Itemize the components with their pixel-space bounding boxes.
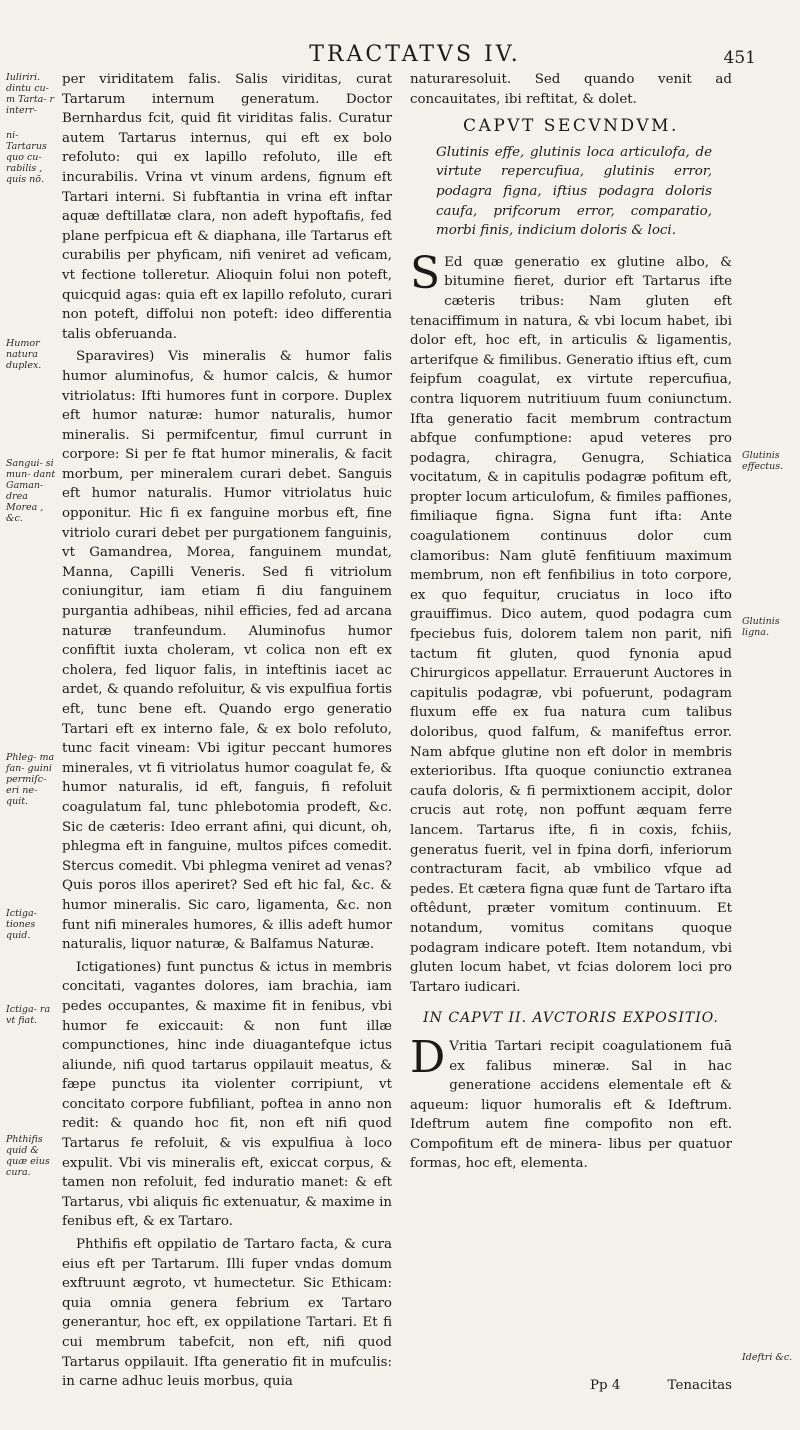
paragraph-text: Ed quæ generatio ex glutine albo, & bitumine fieret, durior eft Tartarus ifte cæteris tribus: Nam gluten eft tenaciffimum in natura, & vbi locum habet, ibi dolor eft, hoc eft, in articulis & ligamentis, arterifque & fimilibus. Generatio iftius eft, cum feipfum coagulat, ex virtute repercufiua, contra liquorem nutritiuum fuum coniunctum. Ifta generatio facit membrum contractum abfque confumptione: apud veteres pro podagra, chiragra, Genugra, Schiatica vocitatum, & in capitulis podagræ pofitum eft, propter locum articulofum, & fimiles paffiones, fimiliaque figna. Signa funt ifta: Ante coagulationem continuus dolor cum clamoribus: Nam glutē fenfitiuum maximum membrum, non eft fenfibilius in toto corpore, ex quo fequitur, cruciatus in loco ifto grauiffimus. Dico autem, quod podagra cum fpeciebus fuis, dolorem talem non parit, nifi tactum fit gluten, quod fynonia apud Chirurgicos appellatur. Errauerunt Auctores in capitulis podagræ, vbi pofuerunt, podagram fluxum effe ex fua natura cum talibus doloribus, quod falfum, & manifeftus error. Nam abfque glutine non eft dolor in membris exterioribus. Ifta quoque coniunctio extranea caufa doloris, & fi permixtionem accipit, dolor crucis aut rotę, non poffunt æquam ferre lancem. Tartarus ifte, fi in coxis, fchiis, generatus fuerit, vel in fpina dorfi, inferiorum contracturam facit, ab vmbilico vfque ad pedes. Et cætera figna quæ funt de Tartaro ifta oftêdunt, præter vomitum continuum. Et notandum, vomitus comitans quoque podagram indicare poteft. Item notandum, vbi gluten locum habet, vt fcias dolorem loci pro Tartaro iudicari.: [410, 254, 732, 995]
signature-mark: Pp 4: [590, 1378, 621, 1393]
paragraph: Sparavires) Vis mineralis & humor falis humor aluminofus, & humor calcis, & humor vitriolatus: Ifti humores funt in corpore. Duplex eft humor naturæ: humor naturalis, humor mineralis. Si permifcentur, fimul currunt in corpore: Si per fe ftat humor mineralis, & facit morbum, per mineralem curari debet. Sanguis eft humor naturalis. Humor vitriolatus huic opponitur. Hic fi ex fanguine morbus eft, fine vitriolo curari debet per purgationem fanguinis, vt Gamandrea, Morea, fanguinem mundat, Manna, Capilli Veneris. Sed fi vitriolum coniungitur, iam etiam fi diu fanguinem purgantia adhibeas, nihil efficies, fed ad arcana naturæ tranfeundum. Aluminofus humor confiftit iuxta choleram, vt colica non eft ex cholera, fed liquor falis, in inteftinis iacet ac ardet, & quando refoluitur, & vis expulfiua fortis eft, tunc bene eft. Quando ergo generatio Tartari eft ex interno fale, & ex bolo refoluto, tunc facit vineam: Vbi igitur peccant humores minerales, vt fi vitriolatus humor coagulat fe, & humor naturalis, id eft, fanguis, fi refoluit coagulatum fal, tunc phlebotomia prodeft, &c. Sic de cæteris: Ideo errant afini, qui dicunt, oh, phlegma eft in fanguine, multos pifces comedit. Stercus comedit. Vbi phlegma veniret ad venas? Quis poros illos aperiret? Sed eft hic fal, &c. & humor mineralis. Sic caro, ligamenta, &c. non funt nifi minerales humores, & illis adeft humor naturalis, liquor naturæ, & Balfamus Naturæ.: [62, 349, 392, 953]
paragraph: [410, 247, 732, 998]
margin-note: ni- Tartarus quo cu- rabilis , quis nō.: [6, 130, 47, 185]
margin-note: Glutinis ligna.: [742, 616, 780, 638]
margin-note: Ictiga- ra vt fiat.: [6, 1004, 51, 1026]
section-subhead: IN CAPVT II. AVCTORIS EXPOSITIO.: [423, 1010, 719, 1027]
page-number: 451: [723, 48, 756, 68]
drop-cap: D: [410, 1031, 446, 1083]
paragraph-text: Vritia Tartari recipit coagulationem fuā ex falibus mineræ. Sal in hac generatione accidens elementale eft & aqueum: liquor humoralis eft & Ideftrum. Ideftrum autem fine compofito non eft. Compofitum eft de minera- libus per quatuor formas, hoc eft, elementa.: [410, 1038, 732, 1172]
paragraph: Ictigationes) funt punctus & ictus in membris concitati, vagantes dolores, iam brachia, iam pedes occupantes, & maxime fit in fenibus, vbi humor fe exiccauit: & non funt illæ compunctiones, hinc inde diuagantefque ictus aliunde, nifi quod tartarus oppilauit meatus, & fæpe punctus ita violenter corripiunt, vt concitato corpore fubfiliant, poftea in anno non redit: & quando hoc fit, non eft nifi quod Tartarus fe refoluit, & vis expulfiua à loco expulit. Vbi vis mineralis eft, exiccat corpus, & tamen non refoluit, fed induratio manet: & eft Tartarus, vbi aliquis fic extenuatur, & maxime in fenibus eft, & ex Tartaro.: [62, 959, 392, 1230]
catchword: Tenacitas: [667, 1378, 732, 1393]
margin-note: Phleg- ma fan- guini permiſc- eri ne- quit.: [6, 752, 55, 807]
paragraph: Phthifis eft oppilatio de Tartaro facta, & cura eius eft per Tartarum. Illi fuper vndas domum exftruunt ægroto, vt humectetur. Sic Ethicam: quia omnia genera febrium ex Tartaro generantur, hoc eft, ex oppilatione Tartari. Et fi cui membrum tabefcit, non eft, nifi quod Tartarus oppilauit. Ifta generatio fit in mufculis: in carne adhuc leuis morbus, quia: [62, 1237, 392, 1390]
margin-note: Ideftri &c.: [742, 1352, 793, 1363]
drop-cap: S: [410, 247, 441, 299]
margin-note: Glutinis effectus.: [742, 450, 784, 472]
paragraph: naturaresoluit. Sed quando venit ad concauitates, ibi reftitat, & dolet.: [410, 72, 732, 107]
running-head: TRACTATVS IV.: [309, 42, 521, 67]
margin-note: Iuliriri. dintu cu- m Tarta- r interr-: [6, 72, 55, 116]
margin-note: Phthifis quid & quæ eius cura.: [6, 1134, 50, 1178]
margin-note: Sangui- si mun- dant Gaman- drea Morea , &c.: [6, 458, 56, 524]
chapter-title: CAPVT SECVNDVM.: [463, 116, 679, 137]
margin-note: Humor natura duplex.: [6, 338, 42, 371]
margin-note: Ictiga- tiones quid.: [6, 908, 37, 941]
right-text-column: [410, 70, 732, 1177]
paragraph: per viriditatem falis. Salis viriditas, curat Tartarum internum generatum. Doctor Bernhardus fcit, quid fit viriditas falis. Curatur autem Tartarus internus, qui eft ex bolo refoluto: qui ex lapillo refoluto, ille eft incurabilis. Vrina vt vinum ardens, fignum eft Tartari interni. Si fubftantia in vrina eft inftar aquæ deftillatæ clara, non adeft hypoftafis, fed plane perfpicua eft & diaphana, ille Tartarus eft curabilis per phyficam, nifi veniret ad veficam, vt fectione tolleretur. Alioquin folui non poteft, quicquid agas: quia eft ex lapillo refoluto, curari non poteft, diffolui non poteft: ideo differentia talis obferuanda.: [62, 72, 392, 342]
chapter-summary: Glutinis effe, glutinis loca articulofa, de virtute repercufiua, glutinis error, podagra figna, iftius podagra doloris caufa, prifcorum error, comparatio, morbi finis, indicium doloris & loci.: [436, 144, 712, 239]
left-text-column: [62, 70, 392, 1395]
paragraph: [410, 1031, 732, 1174]
